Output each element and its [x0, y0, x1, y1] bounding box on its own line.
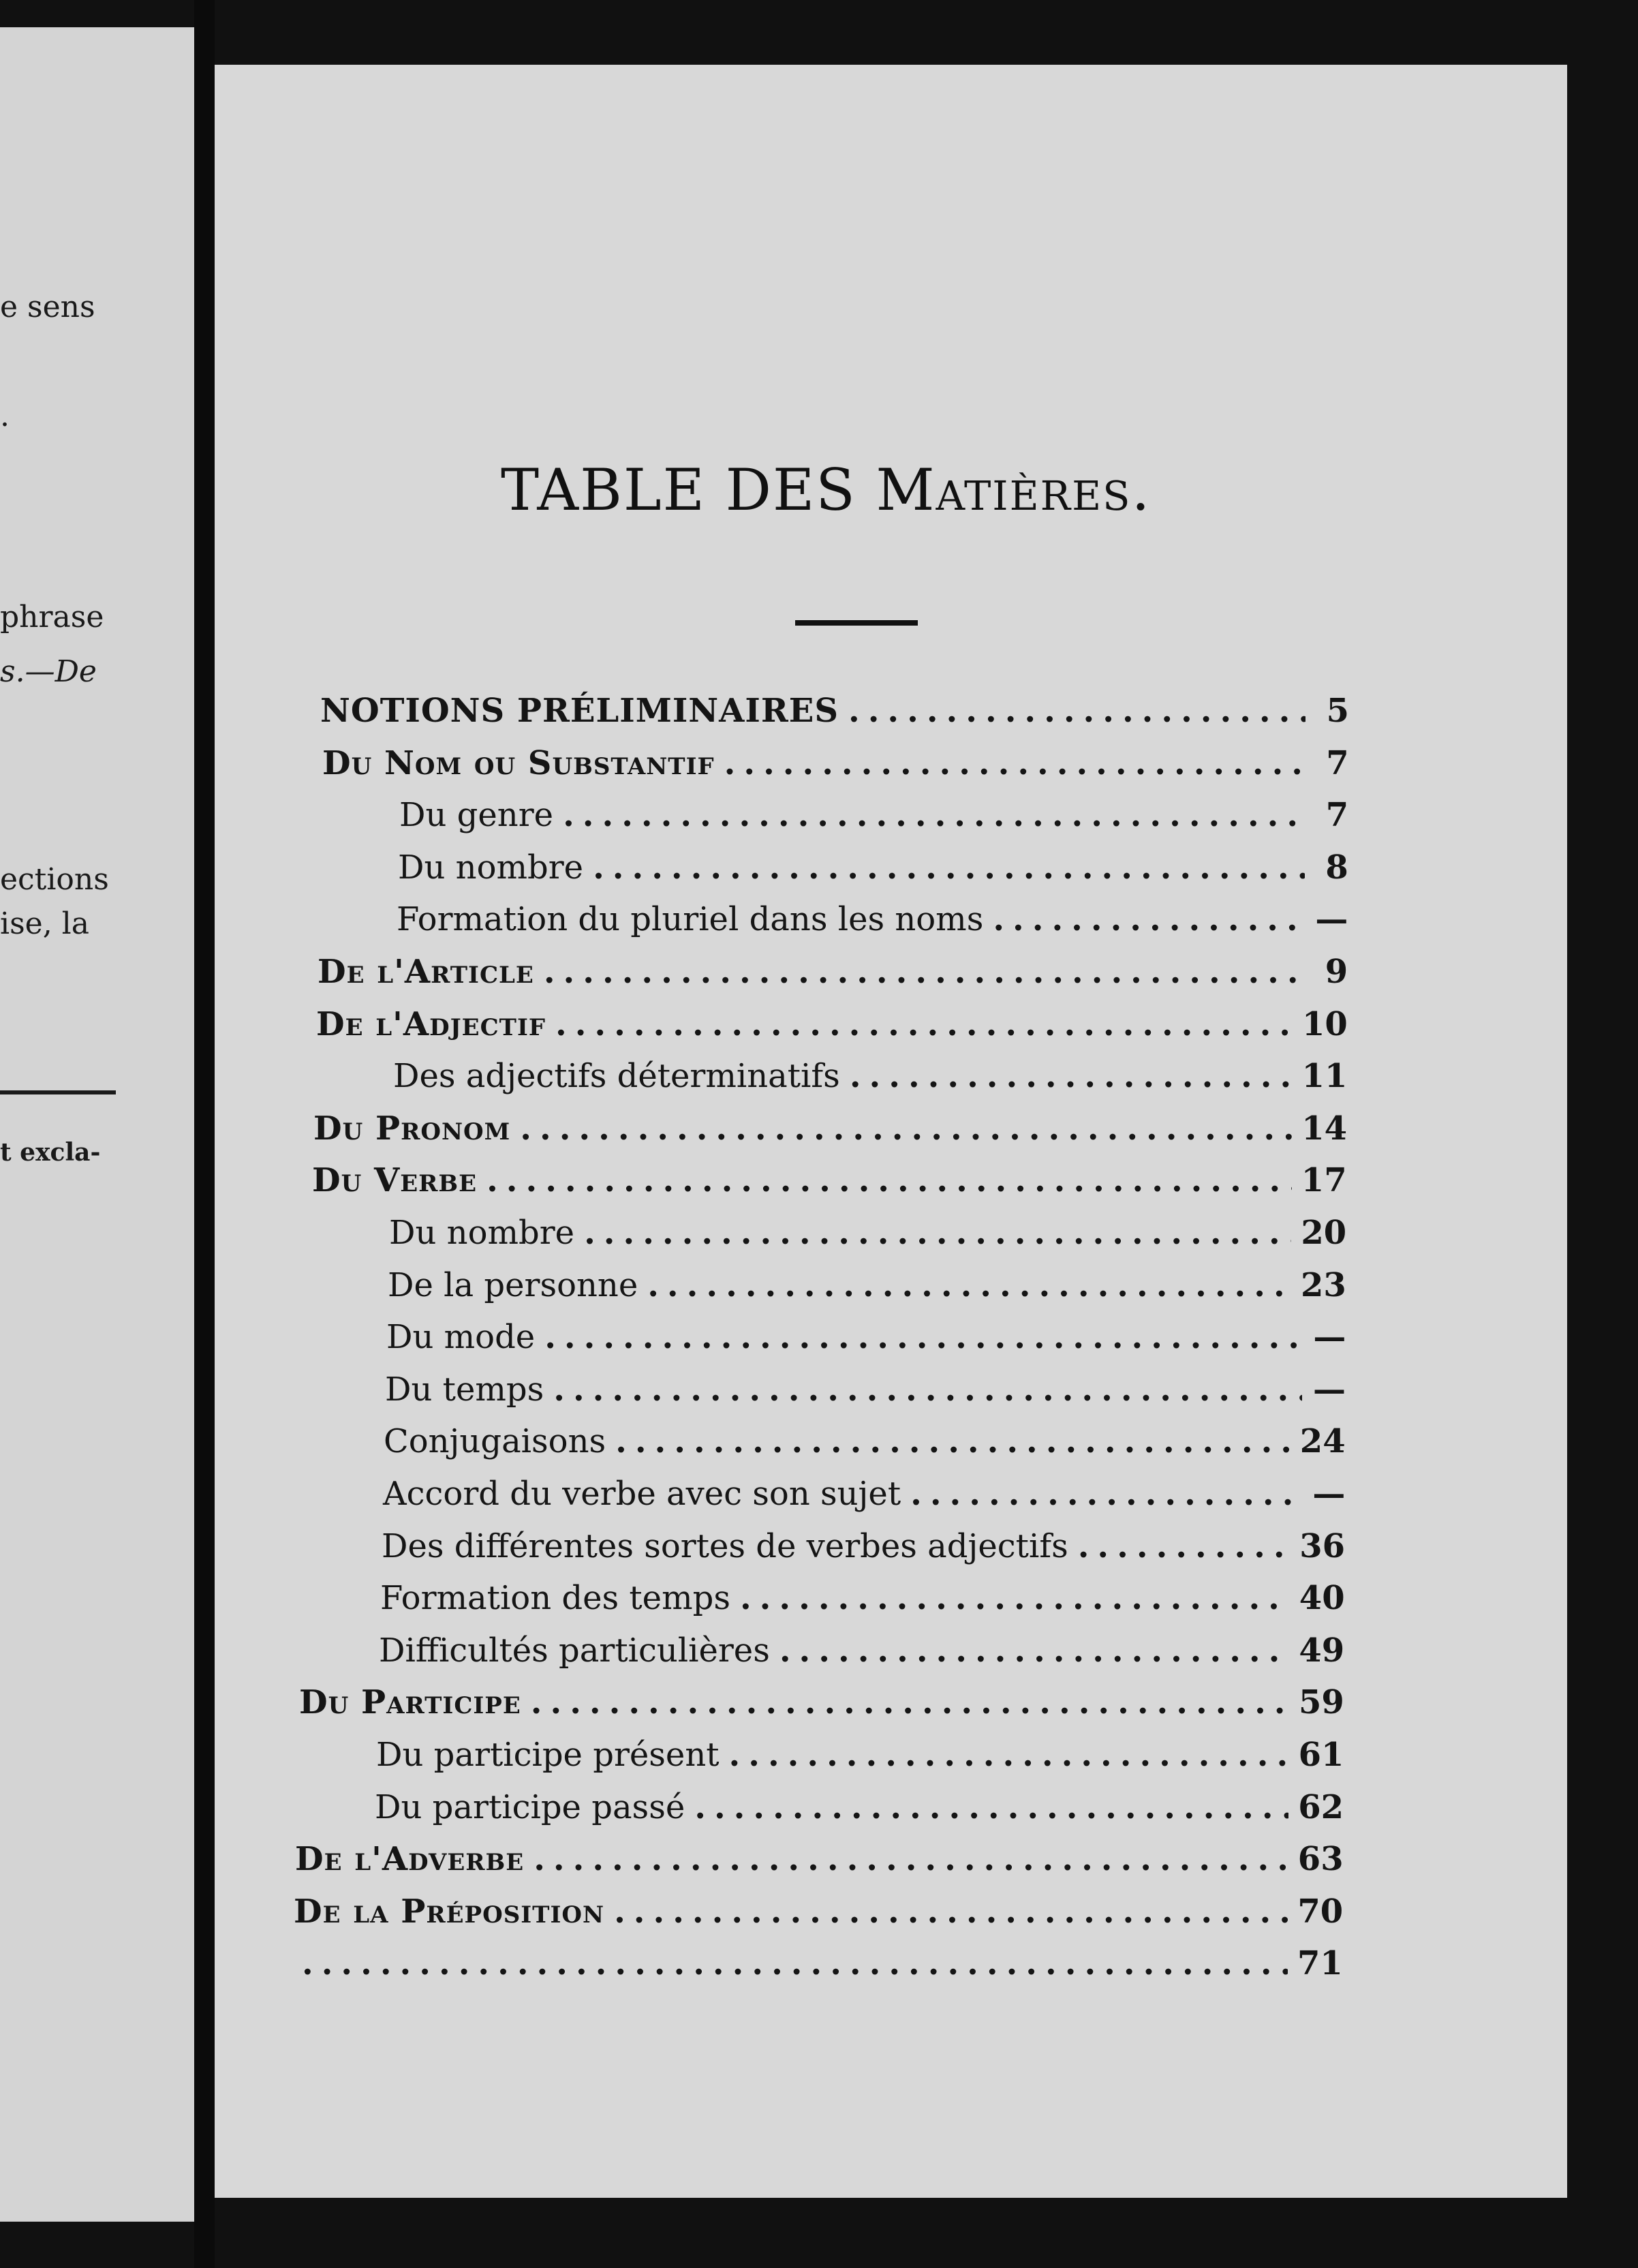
- leader-dots: [555, 1005, 1293, 1043]
- toc-entry: [393, 1057, 1347, 1095]
- leader-dots: [553, 1370, 1302, 1409]
- leader-dots: [729, 1736, 1289, 1774]
- toc-entry: [389, 1214, 1346, 1252]
- toc-page-number: 9: [1325, 953, 1348, 991]
- toc-entry-label: De l'Adjectif: [316, 1005, 546, 1043]
- toc-entry-label: De l'Adverbe: [295, 1840, 525, 1879]
- toc-entry: [384, 1422, 1346, 1460]
- left-text-line: ections: [0, 862, 109, 897]
- leader-dots: [740, 1579, 1290, 1617]
- toc-page-number: 23: [1301, 1266, 1346, 1304]
- toc-page-number: 14: [1301, 1109, 1347, 1148]
- toc-entry: [388, 1266, 1346, 1304]
- toc-entry: [376, 1736, 1344, 1774]
- toc-page-number: 59: [1299, 1683, 1344, 1722]
- left-text-line: .: [0, 399, 10, 433]
- leader-dots: [724, 744, 1305, 782]
- toc-page-number: 20: [1301, 1214, 1347, 1252]
- toc-entry: [318, 953, 1348, 991]
- toc-entry: [379, 1631, 1344, 1670]
- toc-entry-label: De la personne: [388, 1266, 638, 1304]
- toc-page-number: —: [1315, 900, 1348, 939]
- toc-entry: [320, 692, 1349, 730]
- toc-entry-label: Conjugaisons: [384, 1422, 606, 1461]
- page-gutter: [194, 0, 215, 2268]
- toc-page-number: 11: [1301, 1057, 1348, 1096]
- toc-entry-label: Du participe présent: [376, 1736, 720, 1774]
- toc-entry-label: Accord du verbe avec son sujet: [383, 1475, 901, 1513]
- toc-entry: [375, 1788, 1344, 1826]
- toc-entry-label: Du genre: [399, 796, 554, 835]
- leader-dots: [993, 900, 1304, 938]
- toc-entry-label: De l'Article: [318, 953, 534, 991]
- leader-dots: [647, 1266, 1291, 1304]
- title-part: Matières.: [876, 457, 1152, 523]
- leader-dots: [694, 1788, 1288, 1826]
- leader-dots: [779, 1631, 1290, 1670]
- toc-entry-label: Difficultés particulières: [379, 1631, 770, 1670]
- left-rule: [0, 1090, 116, 1094]
- toc-page-number: 63: [1297, 1840, 1344, 1879]
- toc-entry: [316, 1005, 1348, 1043]
- left-text-line: phrase: [0, 600, 104, 634]
- leader-dots: [520, 1109, 1292, 1148]
- toc-page-number: 17: [1301, 1161, 1347, 1200]
- leader-dots: [544, 953, 1304, 991]
- toc-page-number: 8: [1325, 848, 1348, 887]
- leader-dots: [531, 1683, 1289, 1721]
- table-of-contents-page: [215, 65, 1567, 2198]
- toc-page-number: —: [1313, 1318, 1346, 1357]
- toc-page-number: 10: [1302, 1005, 1348, 1043]
- toc-entry: [397, 900, 1348, 938]
- toc-entry: [294, 1892, 1343, 1931]
- leader-dots: [910, 1475, 1301, 1513]
- toc-entry-label: NOTIONS PRÉLIMINAIRES: [320, 692, 839, 730]
- toc-page-number: 40: [1299, 1579, 1345, 1618]
- toc-entry: [322, 744, 1349, 782]
- toc-entry: [380, 1579, 1345, 1617]
- toc-page-number: —: [1312, 1475, 1346, 1513]
- toc-entry: [399, 796, 1348, 834]
- toc-entry: [295, 1840, 1344, 1878]
- leader-dots: [1078, 1527, 1290, 1565]
- toc-entry-label: Des différentes sortes de verbes adjectifs: [382, 1527, 1068, 1565]
- toc-page-number: 7: [1326, 744, 1349, 782]
- toc-page-number: 61: [1298, 1736, 1344, 1774]
- leader-dots: [563, 796, 1305, 834]
- toc-entry: [312, 1161, 1347, 1199]
- toc-entry: [383, 1475, 1345, 1513]
- toc-page-number: —: [1313, 1370, 1346, 1409]
- toc-page-number: 36: [1299, 1527, 1345, 1565]
- leader-dots: [544, 1318, 1302, 1356]
- toc-page-number: 7: [1325, 796, 1349, 835]
- toc-entry: [313, 1109, 1347, 1148]
- left-text-line: t excla-: [0, 1138, 101, 1167]
- leader-dots: [850, 1057, 1293, 1095]
- toc-entry-label: Du mode: [386, 1318, 536, 1357]
- leader-dots: [584, 1214, 1291, 1252]
- toc-entry-label: Du nombre: [389, 1214, 575, 1252]
- toc-entry-label: Des adjectifs déterminatifs: [393, 1057, 840, 1096]
- toc-list: [215, 65, 1567, 2198]
- toc-entry-label: Du Participe: [299, 1683, 521, 1722]
- toc-entry-label: Formation du pluriel dans les noms: [397, 900, 984, 939]
- toc-entry: [299, 1683, 1344, 1721]
- toc-entry-label: Du temps: [385, 1370, 544, 1409]
- leader-dots: [486, 1161, 1292, 1199]
- toc-page-number: 62: [1298, 1788, 1344, 1826]
- toc-entry-label: Du Verbe: [312, 1161, 478, 1200]
- leader-dots: [848, 692, 1305, 730]
- previous-page: [0, 27, 194, 2222]
- toc-entry: [398, 848, 1348, 887]
- toc-entry-label: De la Préposition: [294, 1892, 605, 1931]
- title-part: TABLE DES: [501, 457, 876, 523]
- leader-dots: [593, 848, 1305, 887]
- toc-entry-label: Du Pronom: [313, 1109, 511, 1148]
- leader-dots: [534, 1840, 1288, 1878]
- toc-entry: [382, 1527, 1345, 1565]
- toc-page-number: 5: [1326, 692, 1349, 730]
- leader-dots: [615, 1422, 1291, 1460]
- left-text-line: s.—De: [0, 654, 97, 689]
- left-text-line: ise, la: [0, 906, 89, 941]
- toc-entry-label: Du participe passé: [375, 1788, 685, 1826]
- toc-entry-label: Formation des temps: [380, 1579, 730, 1618]
- leader-dots: [614, 1892, 1288, 1931]
- toc-page-number: 49: [1299, 1631, 1345, 1670]
- left-text-line: e sens: [0, 290, 95, 324]
- toc-entry: [385, 1370, 1346, 1409]
- toc-entry: [292, 1944, 1343, 1982]
- leader-dots: [302, 1944, 1288, 1982]
- toc-entry-label: Du nombre: [398, 848, 584, 887]
- toc-entry: [386, 1318, 1346, 1356]
- toc-entry-label: Du Nom ou Substantif: [322, 744, 715, 782]
- toc-page-number: 70: [1297, 1892, 1344, 1931]
- toc-page-number: 71: [1297, 1944, 1343, 1983]
- toc-page-number: 24: [1299, 1422, 1346, 1461]
